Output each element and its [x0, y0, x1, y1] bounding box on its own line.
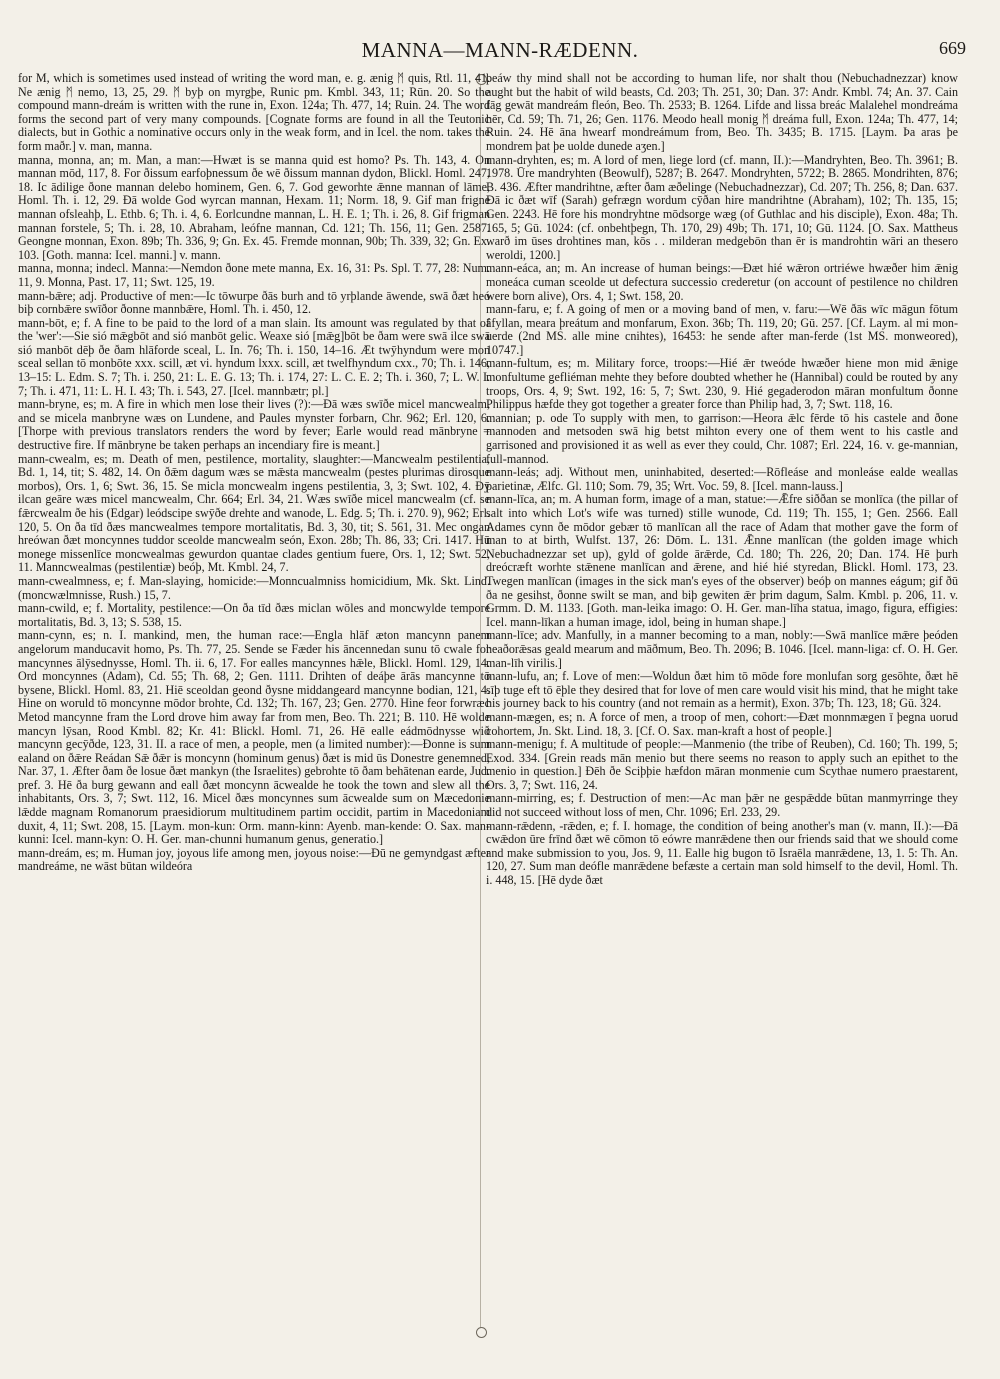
left-column: [18, 72, 490, 874]
entry-paragraph: mann-cwild, e; f. Mortality, pestilence:—On ða tīd ðæs miclan wōles and moncwylde tempore mortalitatis, Bd. 3, 13; S. 538, 15.: [18, 601, 490, 629]
entry-paragraph: mannian; p. ode To supply with men, to garrison:—Heora ǣlc fērde tō his castele and ðone mannoden and metsoden swā hig betst mihton every one of them went to his castle and garrisoned and provisioned it as well as ever they could, Chr. 1087; Erl. 224, 16. v. ge-mannian, full-mannod.: [486, 410, 958, 466]
page-header: [0, 38, 1000, 72]
entry-paragraph: mann-fultum, es; m. Military force, troops:—Hié ǣr tweóde hwæðer hiene mon mid ǣnige monfultume gefliéman mehte they before doubted whether he (Hannibal) could be routed by any troops, Ors. 4, 9; Swt. 192, 16: 5, 7; Swt. 230, 9. Hié gegaderodon māran monfultum ðonne Philippus hæfde they got together a greater force than Philip had, 3, 7; Swt. 118, 16.: [486, 356, 958, 412]
entry-paragraph: mann-mirring, es; f. Destruction of men:—Ac man þǣr ne gespǣdde būtan manmyrringe they did not succeed without loss of men, Chr. 1096; Erl. 233, 29.: [486, 791, 958, 820]
entry-paragraph: mann-dryhten, es; m. A lord of men, liege lord (cf. mann, II.):—Mandryhten, Beo. Th. 3961; B. 1978. Ūre mandryhten (Beowulf), 5287; B. 2647. Mondryhten, 5722; B. 2865. Mondrihten, 876; B. 436. Æfter mandrihtne, æfter ðam æðelinge (Nebuchadnezzar), Cd. 207; Th. 256, 8; Dan. 637. Ðā ic ðæt wīf (Sarah) gefrægn wordum cȳðan hire mandrihtne (Abraham), 102; Th. 135, 15; Gen. 2243. Hē fore his mondryhtne mōdsorge wæg (of Guthlac and his disciple), Exon. 48a; Th. 165, 5; Gū. 1024: (cf. onbehtþegn, Th. 170, 29) 49b; Th. 171, 10; Gū. 1124. [O. Sax. Mattheus warð im ūses drohtines man, kōs . . milderan medgebōn than ēr is mandrohtin wāri an thesero weroldi, 1200.]: [486, 152, 958, 262]
entry-paragraph: mann-cynn, es; n. I. mankind, men, the human race:—Engla hlāf æton mancynn panem angelorum manducavit homo, Ps. Th. 77, 25. Sende se Fæder his āncennedan sunu tō cwale for mancynnes ālȳsednysse, Homl. Th. ii. 6, 17. For ealles mancynnes hǣle, Blickl. Homl. 129, 14. Ord moncynnes (Adam), Cd. 55; Th. 68, 2; Gen. 1111. Drihten of deáþe ārās mancynne tō bysene, Blickl. Homl. 83, 21. Hiē sceoldan geond ðysne middangeard mancynne bodian, 121, 4. Hine on woruld tō moncynne mōdor brohte, Cd. 132; Th. 167, 23; Gen. 2770. Hine feor forwræc Metod mancynne fram the Lord drove him away far from men, Beo. Th. 221; B. 110. Hē wolde mancyn lȳsan, Rood Kmbl. 82; Kr. 41: Blickl. Homl. 71, 26. Hē ealle eádmōdnysse wið mancynn gecȳðde, 123, 31. II. a race of men, a people, men (a limited number):—Ðonne is sum ealand on ðǣre Reádan Sǣ ðǣr is moncynn (hominum genus) ðæt is mid ūs Donestre genemned, Nar. 37, 1. Æfter ðam ðe losue ðæt mankyn (the Israelites) gebrohte tō ðam behātenan earde, Jud. pref. 3. Hē ða burg gewann and eall ðæt moncynn ācwealde he took the town and slew all the inhabitants, Ors. 3, 7; Swt. 112, 16. Micel ðæs moncynnes sum ācwealde sum on Mæcedonie lǣdde magnam Romanorum praesidiorum multitudinem partim occidit, partim in Macedoniam duxit, 4, 11; Swt. 208, 15. [Laym. mon-kun: Orm. mann-kinn: Ayenb. man-kende: O. Sax. man-kunni: Icel. mann-kyn: O. H. Ger. man-chunni humanum genus, generatio.]: [18, 628, 490, 847]
entry-paragraph: mann-eáca, an; m. An increase of human beings:—Ðæt hié wǣron ortriéwe hwæðer him ǣnig moneáca cuman sceolde ut defectura successio crederetur (on account of pestilence no children were born alive), Ors. 4, 1; Swt. 158, 20.: [486, 261, 958, 303]
running-head: MANNA—MANN-RÆDENN.: [361, 38, 639, 62]
page-number: 669: [939, 38, 966, 58]
entry-paragraph: mann-bǣre; adj. Productive of men:—Ic tōwurpe ðās burh and tō yrþlande āwende, swā ðæt heó biþ cornbǣre swīðor ðonne mannbǣre, Homl. Th. i. 450, 12.: [18, 288, 490, 317]
entry-paragraph: mann-mægen, es; n. A force of men, a troop of men, cohort:—Ðæt monnmægen ī þegna uorud cohortem, Jn. Skt. Lind. 18, 3. [Cf. O. Sax. man-kraft a host of people.]: [486, 709, 958, 738]
entry-paragraph: manna, monna, an; m. Man, a man:—Hwæt is se manna quid est homo? Ps. Th. 143, 4. On mannan mōd, 117, 8. For ðissum earfoþnessum ðe wē ðissum mannan dydon, Blickl. Homl. 247, 18. Ic ādilige ðone mannan delebo hominem, Gen. 6, 7. God geworhte ǣnne mannan of lāme, Homl. Th. i. 12, 29. Ðā wolde God wyrcan mannan, Hexam. 11; Norm. 18, 9. Gif man frigne mannan ofsleahþ, L. Ethb. 6; Th. i. 4, 6. Eorlcundne mannan, L. H. E. 1; Th. i. 26, 8. Gif frigman mannan forstele, 5; Th. i. 28, 10. Abraham, leófne mannan, Cd. 121; Th. 156, 11; Gen. 2587. Geongne monnan, Exon. 89b; Th. 336, 9; Gn. Ex. 45. Fremde monnan, 90b; Th. 339, 32; Gn. Ex. 103. [Goth. manna: Icel. manni.] v. mann.: [18, 152, 490, 262]
entry-paragraph: mann-dreám, es; m. Human joy, joyous life among men, joyous noise:—Ðū ne gemyndgast æfter mandreáme, ne wāst būtan wildeóra: [18, 845, 490, 874]
entry-paragraph: mann-menigu; f. A multitude of people:—Manmenio (the tribe of Reuben), Cd. 160; Th. 199, 5; Exod. 334. [Grein reads mān menio but there seems no reason to apply such an epithet to the menio in question.] Ðēh ðe Sciþþie hæfdon māran monmenie cum Scythae numero praestarent, Ors. 3, 7; Swt. 116, 24.: [486, 737, 958, 792]
entry-paragraph: mann-bryne, es; m. A fire in which men lose their lives (?):—Ðā wæs swīðe micel mancwealm, and se micela manbryne wæs on Lundene, and Paules mynster forbarn, Chr. 962; Erl. 120, 6. [Thorpe with previous translators renders the word by fever; Earle would read mānbryne = destructive fire. If mānbryne be taken perhaps an incendiary fire is meant.]: [18, 397, 490, 453]
entry-paragraph: þeáw thy mind shall not be according to human life, nor shalt thou (Nebuchadnezzar) know aught but the habit of wild beasts, Cd. 203; Th. 251, 30; Dan. 37: Andr. Kmbl. 74; An. 37. Cain fāg gewāt mandreám fleón, Beo. Th. 2533; B. 1264. Lifde and lissa breác Malalehel mondreáma hēr, Cd. 59; Th. 71, 26; Gen. 1176. Meodo heall monig ᛗ dreáma full, Exon. 124a; Th. 477, 14; Ruin. 24. Hē āna hwearf mondreámum from, Beo. Th. 3435; B. 1715. [Laym. Þa aras þe mondrem þat þe uolde dunede aʒen.]: [486, 71, 958, 153]
right-column: [486, 72, 958, 888]
entry-paragraph: mann-rǣdenn, -rǣden, e; f. I. homage, the condition of being another's man (v. mann, II.):—Ðā cwǣdon ūre frīnd ðæt wē cōmon tō eówre manrǣdene then our friends said that we should come and make submission to you, Jos. 9, 11. Ealle hig bugon tō Israēla manrǣdene, 13, 1. 5: Th. An. 120, 27. Sum man deófle manrǣdene befæste a certain man sold himself to the devil, Homl. Th. i. 448, 15. [Hē dyde ðæt: [486, 818, 958, 888]
entry-paragraph: mann-lufu, an; f. Love of men:—Woldun ðæt him tō mōde fore monlufan sorg gesōhte, ðæt hē sīþ tuge eft tō ēþle they desired that for love of men care would visit his mind, that he might take his journey back to his country (and not remain as a hermit), Exon. 37b; Th. 123, 18; Gū. 324.: [486, 669, 958, 711]
entry-paragraph: mann-līce; adv. Manfully, in a manner becoming to a man, nobly:—Swā manlīce mǣre þeóden heaðorǣsas geald mearum and māðmum, Beo. Th. 2096; B. 1046. [Icel. mann-liga: cf. O. H. Ger. man-līh virilis.]: [486, 628, 958, 670]
entry-paragraph: mann-cwealmness, e; f. Man-slaying, homicide:—Monncualmniss homicidium, Mk. Skt. Lind. (moncwælmnisse, Rush.) 15, 7.: [18, 573, 490, 602]
entry-paragraph: mann-līca, an; m. A human form, image of a man, statue:—Ǣfre siððan se monlīca (the pillar of salt into which Lot's wife was turned) stille wunode, Cd. 119; Th. 155, 1; Gen. 2566. Eall Adames cynn ðe mōdor gebær tō manlīcan all the race of Adam that mother gave the form of man to at birth, Wulfst. 137, 26: Dōm. L. 131. Ǣnne manlīcan (the golden image which Nebuchadnezzar set up), gyld of golde ārǣrde, Cd. 180; Th. 226, 20; Dan. 174. Hē þurh dreócræft worhte stǣnene manlīcan and ǣrene, and hié hié styredan, Blickl. Homl. 173, 23. Twegen manlīcan (images in the sick man's eyes of the observer) beóþ on mannes eágum; gif ðū ða ne gesihst, ðonne swilt se man, and biþ gewiten ǣr þrim dagum, Salm. Kmbl. p. 206, 11. v. Grmm. D. M. 1133. [Goth. man-leika imago: O. H. Ger. man-līha statua, imago, figura, effigies: Icel. mann-līkan a human image, idol, being in human shape.]: [486, 492, 958, 629]
entry-paragraph: mann-cwealm, es; m. Death of men, pestilence, mortality, slaughter:—Mancwealm pestilentia, Bd. 1, 14, tit; S. 482, 14. On ðǣm dagum wæs se mǣsta mancwealm (pestes plurimas dirosque morbos), Ors. 1, 6; Swt. 36, 15. Se micla moncwealm ingens pestilentia, 3, 3; Swt. 102, 4. Ðȳ ilcan geāre wæs micel mancwealm, Chr. 664; Erl. 34, 21. Wæs swīðe micel mancwealm (cf. se fǣrcwealm ðe his (Edgar) leódscipe swȳðe drehte and wanode, L. Edg. 5; Th. i. 270. 9), 962; Erl. 120, 5. On ða tīd ðæs mancwealmes tempore mortalitatis, Bd. 3, 30, tit; S. 561, 31. Mec ongan hreówan ðæt moncynnes tuddor sceolde mancwealm seón, Exon. 28b; Th. 86, 33; Cri. 1417. Hū monege missenlīce moncwealmas gewurdon quantae clades gentium fuere, Ors. 1, 12; Swt. 52, 11. Manncwealmas (pestilentiæ) beóþ, Mt. Kmbl. 24, 7.: [18, 451, 490, 575]
entry-paragraph: mann-leás; adj. Without men, uninhabited, deserted:—Rōfleáse and monleáse ealde weallas parietinæ, Ælfc. Gl. 110; Som. 79, 35; Wrt. Voc. 59, 8. [Icel. mann-lauss.]: [486, 465, 958, 493]
divider-ornament-bottom: [476, 1327, 487, 1338]
entry-paragraph: manna, monna; indecl. Manna:—Nemdon ðone mete manna, Ex. 16, 31: Ps. Spl. T. 77, 28: Num. 11, 9. Monna, Past. 17, 11; Swt. 125, 19.: [18, 261, 490, 289]
entry-paragraph: for M, which is sometimes used instead of writing the word man, e. g. ænig ᛗ quis, Rtl. 11, 41. Ne ænig ᛗ nemo, 13, 25, 29. ᛗ byþ on myrgþe, Runic pm. Kmbl. 343, 11; Rūn. 20. So the compound mann-dreám is written with the rune in, Exon. 124a; Th. 477, 14; Ruin. 24. The word forms the second part of very many compounds. [Cognate forms are found in all the Teutonic dialects, but in Gothic a nominative occurs only in the weak form, and in Icel. the nom. takes the form maðr.] v. man, manna.: [18, 71, 490, 153]
entry-paragraph: mann-faru, e; f. A going of men or a moving band of men, v. faru:—Wē ðās wīc māgun fōtum āfyllan, meara þreátum and monfarum, Exon. 36b; Th. 119, 20; Gū. 257. [Cf. Laym. al mi mon-uerde (2nd MS. alle mine cnihtes), 16453: he sende after man-ferde (1st MS. monweored), 10747.]: [486, 302, 958, 357]
entry-paragraph: mann-bōt, e; f. A fine to be paid to the lord of a man slain. Its amount was regulated by that of the 'wer':—Sie sió mǣgbōt and sió manbōt gelic. Weaxe sió [mǣg]bōt be ðam were swā ilce swā sió manbōt dēþ ðe ðam hlāforde sceal, L. In. 76; Th. i. 150, 14–16. Æt twȳhyndum were mon sceal sellan tō monbōte xxx. scill, æt vi. hyndum lxxx. scill, æt twelfhyndum cxx., 70; Th. i. 146, 13–15: L. Edm. S. 7; Th. i. 250, 21: L. E. G. 13; Th. i. 174, 27: L. C. E. 2; Th. i. 360, 7; L. W. I. 7; Th. i. 471, 11: L. H. I. 43; Th. i. 543, 27. [Icel. mannbætr; pl.]: [18, 315, 490, 398]
